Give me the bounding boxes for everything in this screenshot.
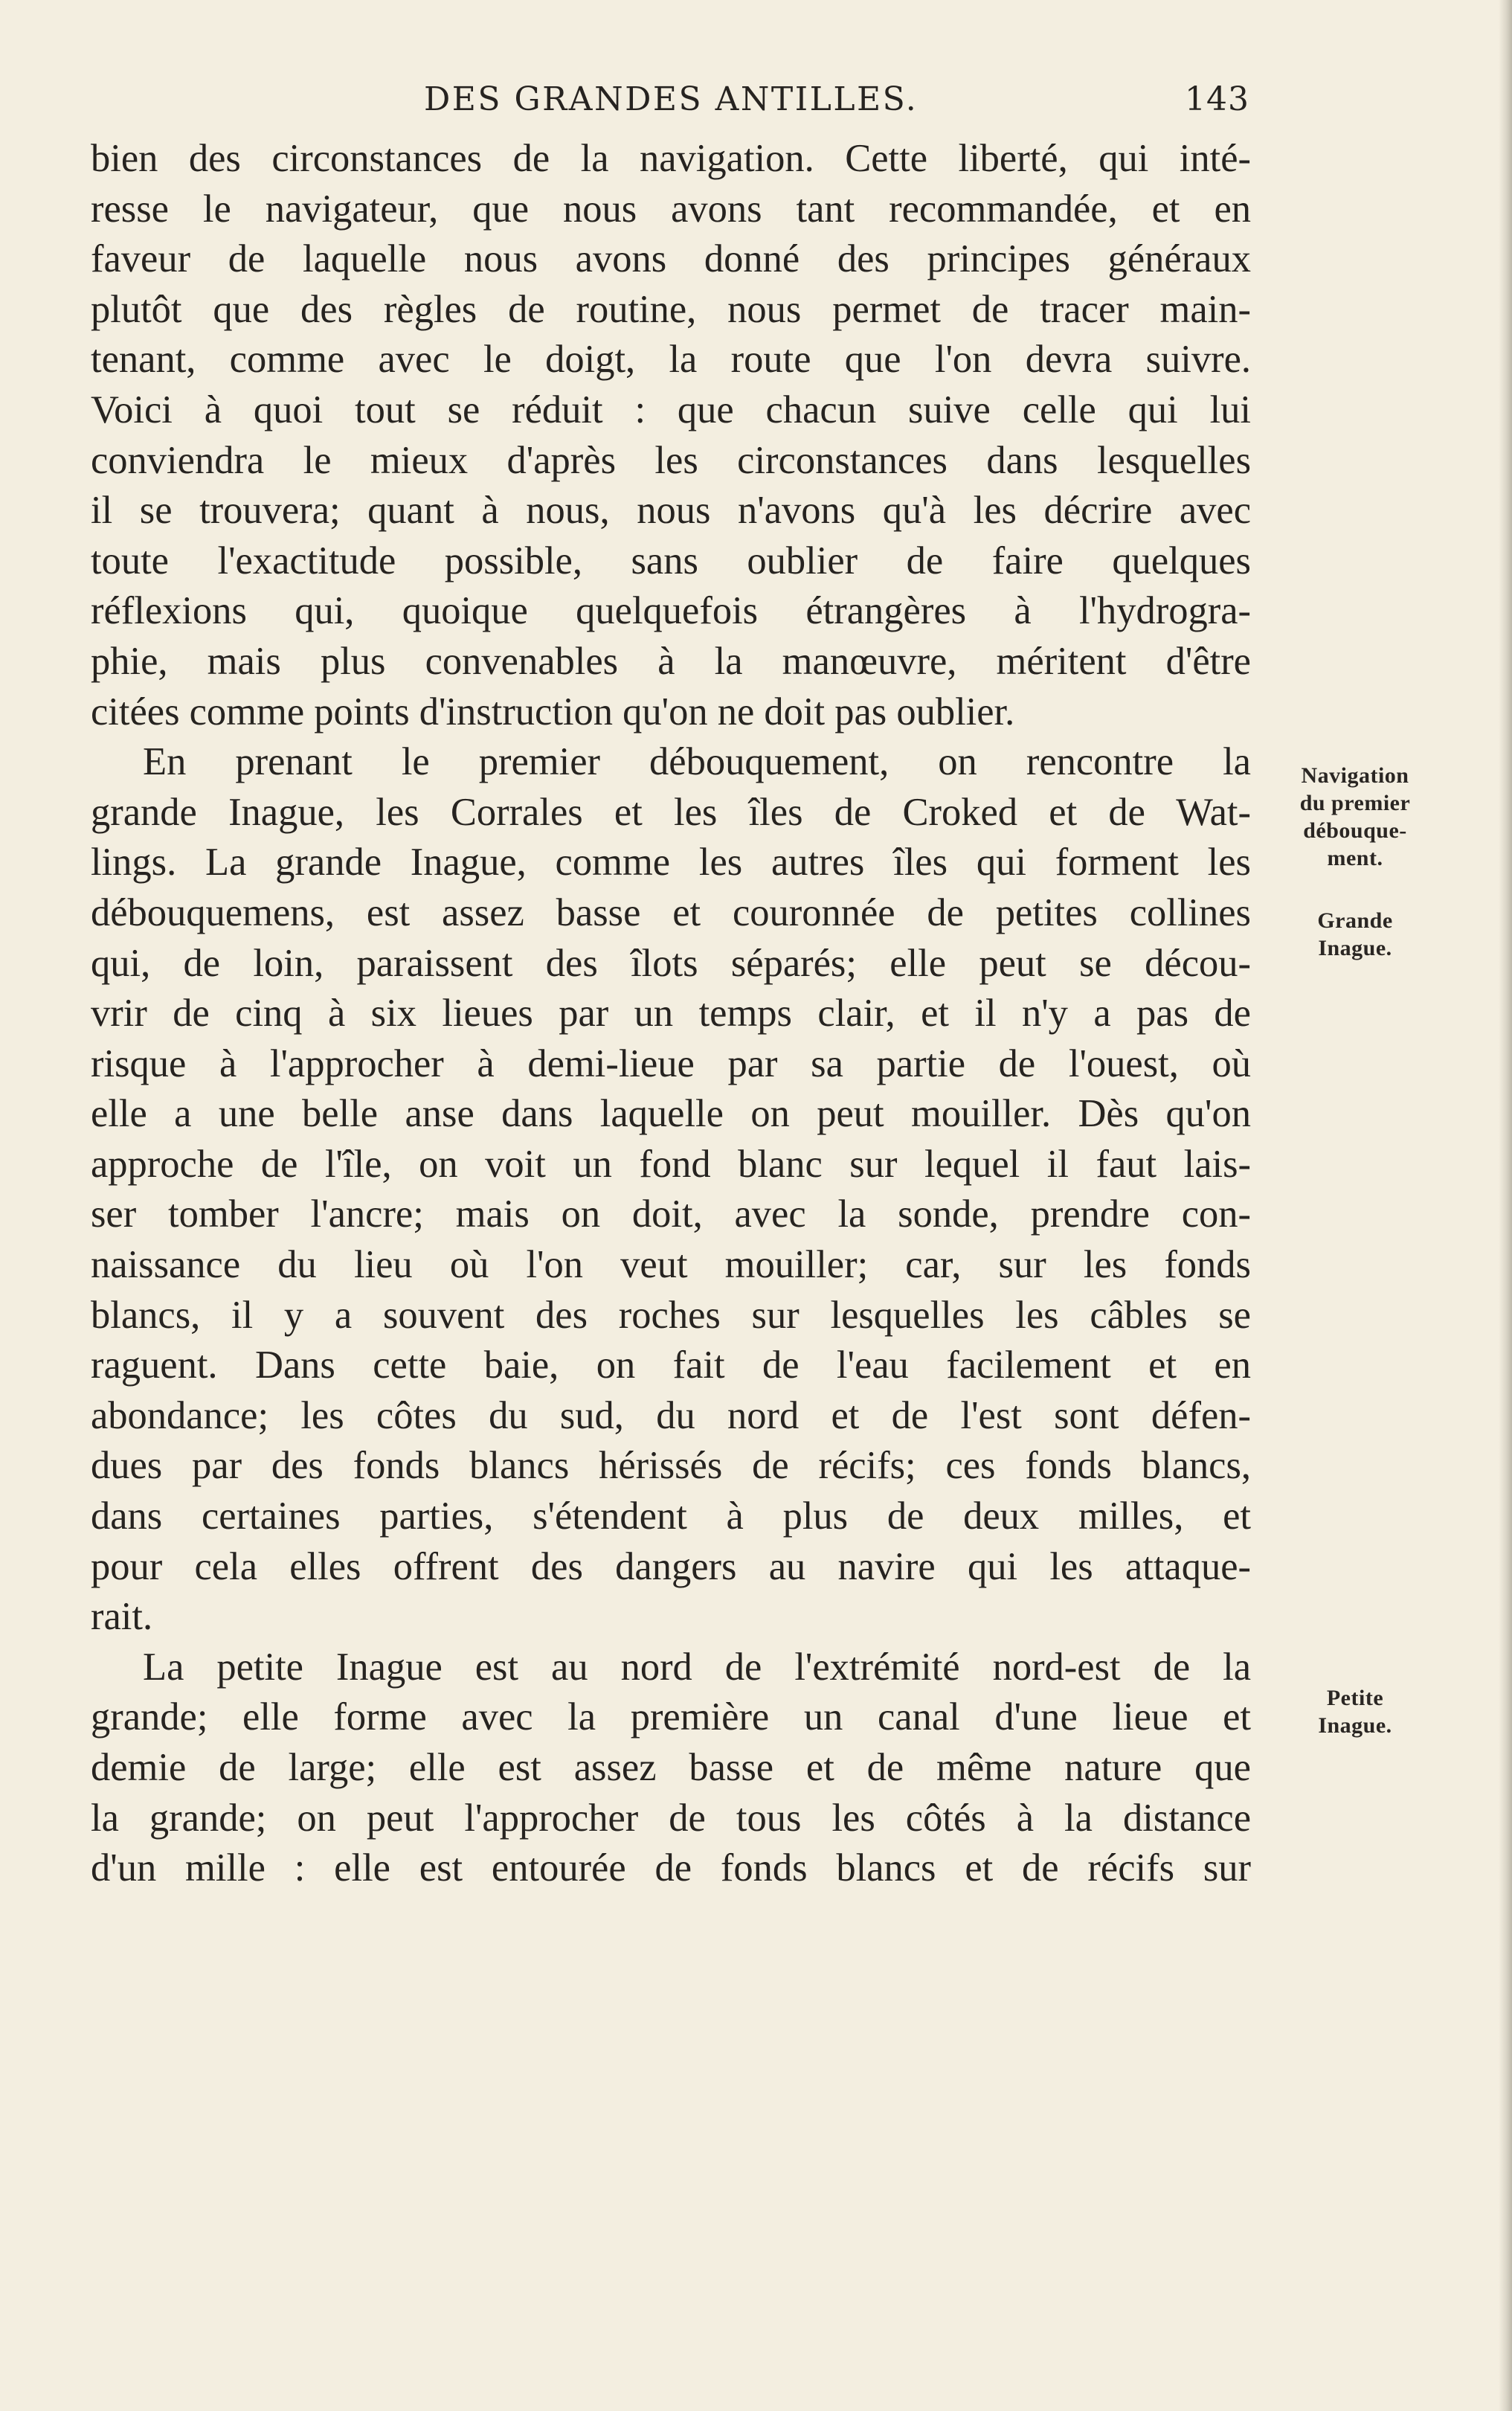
text-line: demie de large; elle est assez basse et de même nature que xyxy=(91,1746,1251,1789)
marginal-note-line: ment. xyxy=(1327,846,1383,870)
text-line: tenant, comme avec le doigt, la route que l'on devra suivre. xyxy=(91,338,1251,382)
text-line: En prenant le premier débouquement, on rencontre la xyxy=(143,740,1251,784)
marginal-note xyxy=(1273,762,1437,872)
marginal-note-line: Inague. xyxy=(1318,936,1392,960)
text-line: abondance; les côtes du sud, du nord et de l'est sont défen- xyxy=(91,1393,1251,1437)
text-line: lings. La grande Inague, comme les autres îles qui forment les xyxy=(91,841,1251,885)
marginal-note xyxy=(1273,1684,1437,1739)
text-line: il se trouvera; quant à nous, nous n'avons qu'à les décrire avec xyxy=(91,489,1251,533)
text-line: grande Inague, les Corrales et les îles de Croked et de Wat- xyxy=(91,790,1251,834)
text-line: d'un mille : elle est entourée de fonds blancs et de récifs sur xyxy=(91,1846,1251,1890)
text-line: qui, de loin, paraissent des îlots séparés; elle peut se décou- xyxy=(91,941,1251,985)
text-line: risque à l'approcher à demi-lieue par sa partie de l'ouest, où xyxy=(91,1041,1251,1085)
text-line: blancs, il y a souvent des roches sur lesquelles les câbles se xyxy=(91,1293,1251,1337)
page-edge-shadow xyxy=(1499,0,1512,2411)
text-line: phie, mais plus convenables à la manœuvre, méritent d'être xyxy=(91,639,1251,683)
text-line: dues par des fonds blancs hérissés de récifs; ces fonds blancs, xyxy=(91,1444,1251,1488)
text-line: La petite Inague est au nord de l'extrémité nord-est de la xyxy=(143,1645,1251,1689)
text-line: citées comme points d'instruction qu'on ne doit pas oublier. xyxy=(91,690,1015,733)
text-line: grande; elle forme avec la première un canal d'une lieue et xyxy=(91,1695,1251,1739)
body-text xyxy=(91,134,1251,1894)
marginal-note-line: débouque- xyxy=(1303,818,1407,843)
marginal-note-line: du premier xyxy=(1299,791,1411,815)
text-line: naissance du lieu où l'on veut mouiller; car, sur les fonds xyxy=(91,1243,1251,1287)
text-line: plutôt que des règles de routine, nous permet de tracer main- xyxy=(91,287,1251,331)
running-head xyxy=(424,80,1249,125)
page-number: 143 xyxy=(1185,80,1249,118)
text-line: elle a une belle anse dans laquelle on peut mouiller. Dès qu'on xyxy=(91,1092,1251,1136)
text-line: pour cela elles offrent des dangers au navire qui les attaque- xyxy=(91,1544,1251,1588)
text-line: la grande; on peut l'approcher de tous les côtés à la distance xyxy=(91,1796,1251,1840)
marginal-note xyxy=(1273,907,1437,962)
text-line: bien des circonstances de la navigation. Cette liberté, qui inté- xyxy=(91,137,1251,180)
text-line: resse le navigateur, que nous avons tant recommandée, et en xyxy=(91,187,1251,231)
marginal-note-line: Petite xyxy=(1326,1686,1384,1710)
text-line: faveur de laquelle nous avons donné des principes généraux xyxy=(91,237,1251,281)
text-line: débouquemens, est assez basse et couronnée de petites collines xyxy=(91,890,1251,934)
text-line: rait. xyxy=(91,1595,153,1639)
text-line: réflexions qui, quoique quelquefois étrangères à l'hydrogra- xyxy=(91,589,1251,633)
text-line: vrir de cinq à six lieues par un temps clair, et il n'y a pas de xyxy=(91,992,1251,1036)
text-line: approche de l'île, on voit un fond blanc sur lequel il faut lais- xyxy=(91,1142,1251,1186)
text-line: Voici à quoi tout se réduit : que chacun suive celle qui lui xyxy=(91,388,1251,431)
marginal-note-line: Inague. xyxy=(1318,1713,1392,1738)
marginal-note-line: Navigation xyxy=(1301,763,1409,788)
text-line: ser tomber l'ancre; mais on doit, avec la sonde, prendre con- xyxy=(91,1192,1251,1236)
running-title: DES GRANDES ANTILLES. xyxy=(424,80,919,118)
text-line: toute l'exactitude possible, sans oublier de faire quelques xyxy=(91,539,1251,582)
text-line: dans certaines parties, s'étendent à plus de deux milles, et xyxy=(91,1495,1251,1538)
text-line: raguent. Dans cette baie, on fait de l'eau facilement et en xyxy=(91,1343,1251,1387)
marginal-note-line: Grande xyxy=(1317,908,1393,933)
text-line: conviendra le mieux d'après les circonstances dans lesquelles xyxy=(91,438,1251,482)
